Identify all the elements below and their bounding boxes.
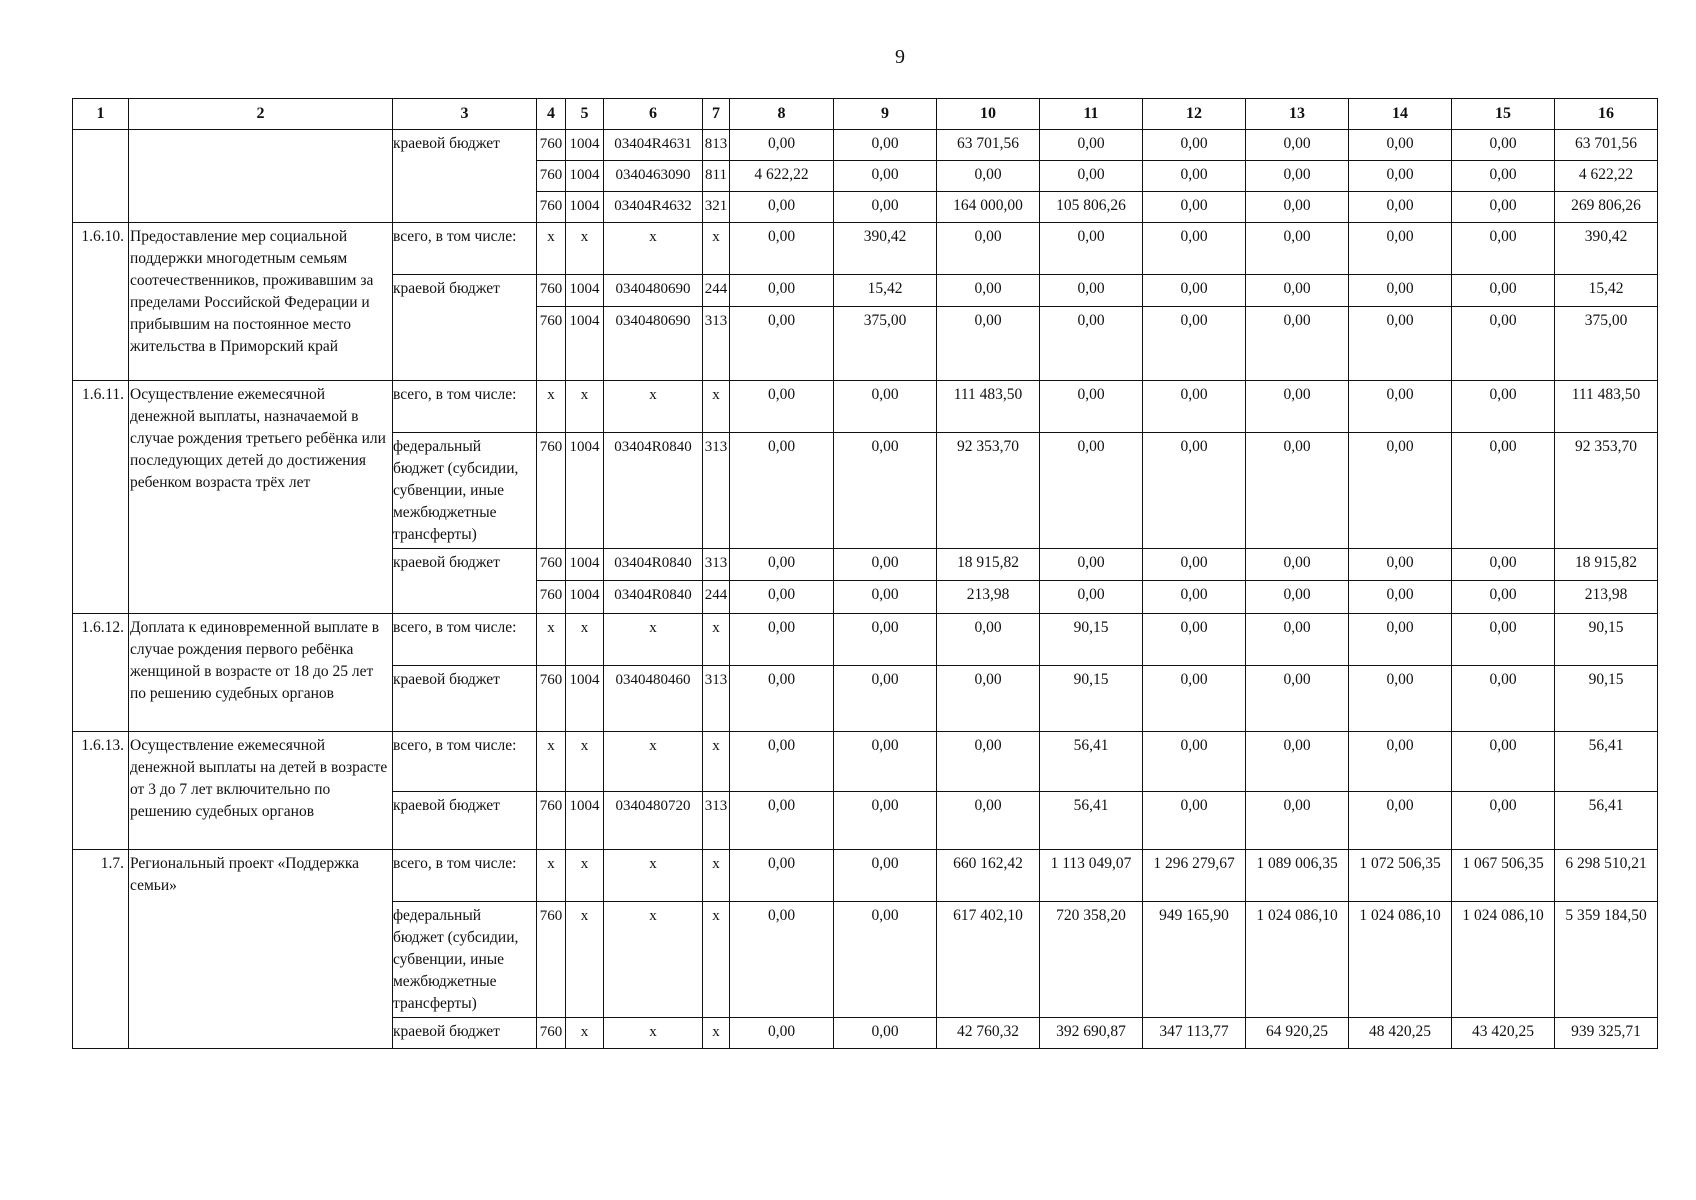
amount-col-16: 390,42: [1555, 223, 1658, 275]
amount-col-12: 0,00: [1143, 792, 1246, 850]
amount-col-13: 64 920,25: [1246, 1018, 1349, 1049]
expense-type-cell: 313: [703, 549, 730, 581]
amount-col-11: 1 113 049,07: [1040, 850, 1143, 902]
amount-col-9: 0,00: [834, 381, 937, 433]
amount-col-11: 56,41: [1040, 792, 1143, 850]
amount-col-15: 0,00: [1452, 275, 1555, 307]
expense-type-cell: х: [703, 732, 730, 792]
amount-col-16: 90,15: [1555, 666, 1658, 732]
amount-col-12: 0,00: [1143, 192, 1246, 223]
admin-code-cell: 760: [537, 666, 566, 732]
amount-col-13: 0,00: [1246, 792, 1349, 850]
funding-source-cell: всего, в том числе:: [393, 614, 537, 666]
amount-col-16: 90,15: [1555, 614, 1658, 666]
admin-code-cell: 760: [537, 433, 566, 549]
item-number-cell: [73, 130, 129, 223]
column-header-7: 7: [703, 99, 730, 130]
expense-type-cell: 313: [703, 307, 730, 381]
amount-col-11: 0,00: [1040, 223, 1143, 275]
amount-col-14: 0,00: [1349, 161, 1452, 192]
amount-col-14: 0,00: [1349, 666, 1452, 732]
expense-type-cell: х: [703, 614, 730, 666]
amount-col-9: 0,00: [834, 902, 937, 1018]
amount-col-10: 0,00: [937, 792, 1040, 850]
target-article-cell: х: [604, 1018, 703, 1049]
section-code-cell: 1004: [566, 666, 604, 732]
admin-code-cell: х: [537, 614, 566, 666]
funding-source-cell: краевой бюджет: [393, 549, 537, 614]
amount-col-10: 0,00: [937, 307, 1040, 381]
section-code-cell: 1004: [566, 161, 604, 192]
item-number-cell: 1.6.12.: [73, 614, 129, 732]
amount-col-11: 56,41: [1040, 732, 1143, 792]
section-code-cell: 1004: [566, 792, 604, 850]
amount-col-12: 0,00: [1143, 223, 1246, 275]
column-header-9: 9: [834, 99, 937, 130]
amount-col-13: 1 089 006,35: [1246, 850, 1349, 902]
item-name-cell: Предоставление мер социальной поддержки многодетным семьям соотечественников, проживавшим за пределами Российской Федерации и прибывшим на постоянное место жительства в Приморский край: [129, 223, 393, 381]
admin-code-cell: 760: [537, 161, 566, 192]
amount-col-14: 0,00: [1349, 549, 1452, 581]
column-header-2: 2: [129, 99, 393, 130]
amount-col-9: 0,00: [834, 161, 937, 192]
target-article-cell: 03404R0840: [604, 549, 703, 581]
amount-col-11: 90,15: [1040, 666, 1143, 732]
amount-col-14: 0,00: [1349, 307, 1452, 381]
amount-col-12: 0,00: [1143, 581, 1246, 614]
amount-col-16: 63 701,56: [1555, 130, 1658, 161]
amount-col-14: 48 420,25: [1349, 1018, 1452, 1049]
amount-col-15: 1 067 506,35: [1452, 850, 1555, 902]
target-article-cell: 03404R4631: [604, 130, 703, 161]
amount-col-9: 0,00: [834, 666, 937, 732]
section-code-cell: х: [566, 614, 604, 666]
funding-source-cell: краевой бюджет: [393, 666, 537, 732]
column-header-1: 1: [73, 99, 129, 130]
amount-col-15: 43 420,25: [1452, 1018, 1555, 1049]
amount-col-16: 269 806,26: [1555, 192, 1658, 223]
target-article-cell: х: [604, 850, 703, 902]
section-code-cell: х: [566, 902, 604, 1018]
admin-code-cell: х: [537, 732, 566, 792]
amount-col-16: 56,41: [1555, 792, 1658, 850]
section-code-cell: х: [566, 381, 604, 433]
amount-col-14: 0,00: [1349, 433, 1452, 549]
column-header-15: 15: [1452, 99, 1555, 130]
amount-col-10: 18 915,82: [937, 549, 1040, 581]
amount-col-8: 0,00: [730, 307, 834, 381]
amount-col-9: 0,00: [834, 1018, 937, 1049]
amount-col-12: 0,00: [1143, 732, 1246, 792]
funding-source-cell: краевой бюджет: [393, 792, 537, 850]
item-name-cell: [129, 130, 393, 223]
amount-col-10: 213,98: [937, 581, 1040, 614]
amount-col-16: 4 622,22: [1555, 161, 1658, 192]
amount-col-8: 4 622,22: [730, 161, 834, 192]
amount-col-13: 0,00: [1246, 307, 1349, 381]
table-row: [73, 850, 1658, 902]
amount-col-10: 63 701,56: [937, 130, 1040, 161]
expense-type-cell: х: [703, 223, 730, 275]
amount-col-16: 5 359 184,50: [1555, 902, 1658, 1018]
table-row: [73, 614, 1658, 666]
amount-col-8: 0,00: [730, 192, 834, 223]
amount-col-8: 0,00: [730, 381, 834, 433]
section-code-cell: 1004: [566, 307, 604, 381]
amount-col-15: 0,00: [1452, 666, 1555, 732]
amount-col-10: 92 353,70: [937, 433, 1040, 549]
item-name-cell: Региональный проект «Поддержка семьи»: [129, 850, 393, 1049]
amount-col-11: 0,00: [1040, 549, 1143, 581]
amount-col-11: 0,00: [1040, 307, 1143, 381]
target-article-cell: 0340480690: [604, 307, 703, 381]
target-article-cell: х: [604, 902, 703, 1018]
amount-col-14: 1 024 086,10: [1349, 902, 1452, 1018]
expense-type-cell: 811: [703, 161, 730, 192]
amount-col-10: 164 000,00: [937, 192, 1040, 223]
amount-col-15: 0,00: [1452, 307, 1555, 381]
amount-col-8: 0,00: [730, 581, 834, 614]
admin-code-cell: 760: [537, 192, 566, 223]
section-code-cell: 1004: [566, 192, 604, 223]
funding-source-cell: федеральный бюджет (субсидии, субвенции, иные межбюджетные трансферты): [393, 902, 537, 1018]
amount-col-8: 0,00: [730, 850, 834, 902]
item-number-cell: 1.6.13.: [73, 732, 129, 850]
amount-col-12: 0,00: [1143, 614, 1246, 666]
page-number: 9: [895, 46, 905, 68]
target-article-cell: 0340463090: [604, 161, 703, 192]
section-code-cell: х: [566, 223, 604, 275]
amount-col-13: 0,00: [1246, 381, 1349, 433]
amount-col-9: 0,00: [834, 850, 937, 902]
column-header-11: 11: [1040, 99, 1143, 130]
item-name-cell: Доплата к единовременной выплате в случае рождения первого ребёнка женщиной в возрасте от 18 до 25 лет по решению судебных органов: [129, 614, 393, 732]
amount-col-15: 0,00: [1452, 614, 1555, 666]
amount-col-11: 0,00: [1040, 581, 1143, 614]
amount-col-13: 0,00: [1246, 433, 1349, 549]
amount-col-13: 0,00: [1246, 223, 1349, 275]
amount-col-15: 0,00: [1452, 792, 1555, 850]
amount-col-12: 0,00: [1143, 161, 1246, 192]
admin-code-cell: 760: [537, 1018, 566, 1049]
amount-col-8: 0,00: [730, 130, 834, 161]
amount-col-9: 0,00: [834, 614, 937, 666]
expense-type-cell: 813: [703, 130, 730, 161]
amount-col-14: 0,00: [1349, 792, 1452, 850]
amount-col-11: 0,00: [1040, 161, 1143, 192]
amount-col-14: 0,00: [1349, 381, 1452, 433]
amount-col-8: 0,00: [730, 732, 834, 792]
amount-col-9: 15,42: [834, 275, 937, 307]
amount-col-13: 0,00: [1246, 732, 1349, 792]
amount-col-9: 0,00: [834, 549, 937, 581]
amount-col-15: 0,00: [1452, 581, 1555, 614]
amount-col-14: 0,00: [1349, 275, 1452, 307]
funding-source-cell: краевой бюджет: [393, 1018, 537, 1049]
amount-col-8: 0,00: [730, 549, 834, 581]
amount-col-14: 0,00: [1349, 223, 1452, 275]
amount-col-14: 1 072 506,35: [1349, 850, 1452, 902]
funding-source-cell: всего, в том числе:: [393, 223, 537, 275]
amount-col-10: 0,00: [937, 275, 1040, 307]
target-article-cell: х: [604, 614, 703, 666]
amount-col-13: 0,00: [1246, 275, 1349, 307]
admin-code-cell: 760: [537, 902, 566, 1018]
amount-col-14: 0,00: [1349, 614, 1452, 666]
amount-col-14: 0,00: [1349, 130, 1452, 161]
amount-col-8: 0,00: [730, 433, 834, 549]
amount-col-11: 0,00: [1040, 433, 1143, 549]
amount-col-16: 6 298 510,21: [1555, 850, 1658, 902]
amount-col-12: 0,00: [1143, 130, 1246, 161]
admin-code-cell: 760: [537, 792, 566, 850]
header-row: [73, 99, 1658, 130]
table-row: [73, 381, 1658, 433]
target-article-cell: 0340480720: [604, 792, 703, 850]
amount-col-15: 0,00: [1452, 381, 1555, 433]
item-number-cell: 1.6.10.: [73, 223, 129, 381]
amount-col-15: 0,00: [1452, 223, 1555, 275]
amount-col-10: 0,00: [937, 223, 1040, 275]
amount-col-12: 0,00: [1143, 433, 1246, 549]
amount-col-11: 720 358,20: [1040, 902, 1143, 1018]
section-code-cell: 1004: [566, 130, 604, 161]
item-name-cell: Осуществление ежемесячной денежной выплаты на детей в возрасте от 3 до 7 лет включительно по решению судебных органов: [129, 732, 393, 850]
column-header-12: 12: [1143, 99, 1246, 130]
amount-col-9: 0,00: [834, 192, 937, 223]
amount-col-13: 0,00: [1246, 581, 1349, 614]
admin-code-cell: 760: [537, 549, 566, 581]
amount-col-13: 1 024 086,10: [1246, 902, 1349, 1018]
amount-col-12: 0,00: [1143, 666, 1246, 732]
amount-col-10: 617 402,10: [937, 902, 1040, 1018]
amount-col-16: 213,98: [1555, 581, 1658, 614]
expense-type-cell: х: [703, 381, 730, 433]
amount-col-10: 660 162,42: [937, 850, 1040, 902]
amount-col-13: 0,00: [1246, 130, 1349, 161]
target-article-cell: х: [604, 223, 703, 275]
target-article-cell: х: [604, 732, 703, 792]
amount-col-10: 0,00: [937, 666, 1040, 732]
expense-type-cell: 313: [703, 433, 730, 549]
expense-type-cell: х: [703, 850, 730, 902]
item-number-cell: 1.6.11.: [73, 381, 129, 614]
admin-code-cell: х: [537, 223, 566, 275]
target-article-cell: 03404R4632: [604, 192, 703, 223]
amount-col-12: 0,00: [1143, 307, 1246, 381]
amount-col-12: 0,00: [1143, 549, 1246, 581]
amount-col-15: 0,00: [1452, 161, 1555, 192]
amount-col-15: 1 024 086,10: [1452, 902, 1555, 1018]
expense-type-cell: х: [703, 1018, 730, 1049]
section-code-cell: 1004: [566, 275, 604, 307]
amount-col-15: 0,00: [1452, 433, 1555, 549]
column-header-16: 16: [1555, 99, 1658, 130]
table-row: [73, 223, 1658, 275]
target-article-cell: 0340480690: [604, 275, 703, 307]
amount-col-13: 0,00: [1246, 614, 1349, 666]
amount-col-16: 939 325,71: [1555, 1018, 1658, 1049]
funding-source-cell: краевой бюджет: [393, 275, 537, 381]
amount-col-11: 392 690,87: [1040, 1018, 1143, 1049]
funding-source-cell: всего, в том числе:: [393, 732, 537, 792]
target-article-cell: 03404R0840: [604, 433, 703, 549]
funding-source-cell: всего, в том числе:: [393, 381, 537, 433]
column-header-10: 10: [937, 99, 1040, 130]
column-header-14: 14: [1349, 99, 1452, 130]
amount-col-12: 1 296 279,67: [1143, 850, 1246, 902]
amount-col-10: 42 760,32: [937, 1018, 1040, 1049]
amount-col-15: 0,00: [1452, 732, 1555, 792]
amount-col-9: 0,00: [834, 732, 937, 792]
column-header-5: 5: [566, 99, 604, 130]
amount-col-12: 0,00: [1143, 381, 1246, 433]
amount-col-10: 111 483,50: [937, 381, 1040, 433]
funding-source-cell: федеральный бюджет (субсидии, субвенции, иные межбюджетные трансферты): [393, 433, 537, 549]
amount-col-13: 0,00: [1246, 666, 1349, 732]
amount-col-15: 0,00: [1452, 549, 1555, 581]
amount-col-11: 0,00: [1040, 130, 1143, 161]
item-name-cell: Осуществление ежемесячной денежной выплаты, назначаемой в случае рождения третьего ребёнка или последующих детей до достижения ребенком возраста трёх лет: [129, 381, 393, 614]
amount-col-12: 347 113,77: [1143, 1018, 1246, 1049]
amount-col-14: 0,00: [1349, 732, 1452, 792]
amount-col-13: 0,00: [1246, 549, 1349, 581]
amount-col-11: 90,15: [1040, 614, 1143, 666]
amount-col-10: 0,00: [937, 161, 1040, 192]
amount-col-9: 0,00: [834, 130, 937, 161]
funding-source-cell: краевой бюджет: [393, 130, 537, 223]
amount-col-11: 0,00: [1040, 381, 1143, 433]
amount-col-14: 0,00: [1349, 192, 1452, 223]
column-header-8: 8: [730, 99, 834, 130]
amount-col-10: 0,00: [937, 614, 1040, 666]
expense-type-cell: 313: [703, 666, 730, 732]
amount-col-8: 0,00: [730, 792, 834, 850]
amount-col-16: 111 483,50: [1555, 381, 1658, 433]
section-code-cell: х: [566, 1018, 604, 1049]
table-row: [73, 732, 1658, 792]
amount-col-10: 0,00: [937, 732, 1040, 792]
item-number-cell: 1.7.: [73, 850, 129, 1049]
expense-type-cell: 244: [703, 275, 730, 307]
admin-code-cell: х: [537, 850, 566, 902]
amount-col-9: 390,42: [834, 223, 937, 275]
column-header-13: 13: [1246, 99, 1349, 130]
admin-code-cell: 760: [537, 275, 566, 307]
funding-source-cell: всего, в том числе:: [393, 850, 537, 902]
expense-type-cell: 313: [703, 792, 730, 850]
amount-col-9: 375,00: [834, 307, 937, 381]
amount-col-8: 0,00: [730, 666, 834, 732]
section-code-cell: 1004: [566, 549, 604, 581]
amount-col-8: 0,00: [730, 275, 834, 307]
amount-col-9: 0,00: [834, 581, 937, 614]
amount-col-8: 0,00: [730, 902, 834, 1018]
target-article-cell: х: [604, 381, 703, 433]
amount-col-8: 0,00: [730, 223, 834, 275]
amount-col-12: 949 165,90: [1143, 902, 1246, 1018]
amount-col-13: 0,00: [1246, 161, 1349, 192]
amount-col-8: 0,00: [730, 1018, 834, 1049]
amount-col-11: 0,00: [1040, 275, 1143, 307]
admin-code-cell: 760: [537, 307, 566, 381]
amount-col-11: 105 806,26: [1040, 192, 1143, 223]
target-article-cell: 03404R0840: [604, 581, 703, 614]
budget-table: [72, 98, 1658, 1049]
expense-type-cell: 321: [703, 192, 730, 223]
admin-code-cell: 760: [537, 130, 566, 161]
amount-col-9: 0,00: [834, 792, 937, 850]
amount-col-15: 0,00: [1452, 192, 1555, 223]
amount-col-16: 375,00: [1555, 307, 1658, 381]
amount-col-9: 0,00: [834, 433, 937, 549]
column-header-4: 4: [537, 99, 566, 130]
amount-col-16: 18 915,82: [1555, 549, 1658, 581]
column-header-3: 3: [393, 99, 537, 130]
amount-col-15: 0,00: [1452, 130, 1555, 161]
amount-col-13: 0,00: [1246, 192, 1349, 223]
section-code-cell: 1004: [566, 581, 604, 614]
amount-col-14: 0,00: [1349, 581, 1452, 614]
expense-type-cell: х: [703, 902, 730, 1018]
table-row: [73, 130, 1658, 161]
column-header-6: 6: [604, 99, 703, 130]
admin-code-cell: х: [537, 381, 566, 433]
section-code-cell: х: [566, 850, 604, 902]
amount-col-16: 15,42: [1555, 275, 1658, 307]
amount-col-8: 0,00: [730, 614, 834, 666]
expense-type-cell: 244: [703, 581, 730, 614]
admin-code-cell: 760: [537, 581, 566, 614]
amount-col-12: 0,00: [1143, 275, 1246, 307]
amount-col-16: 56,41: [1555, 732, 1658, 792]
section-code-cell: 1004: [566, 433, 604, 549]
section-code-cell: х: [566, 732, 604, 792]
target-article-cell: 0340480460: [604, 666, 703, 732]
amount-col-16: 92 353,70: [1555, 433, 1658, 549]
